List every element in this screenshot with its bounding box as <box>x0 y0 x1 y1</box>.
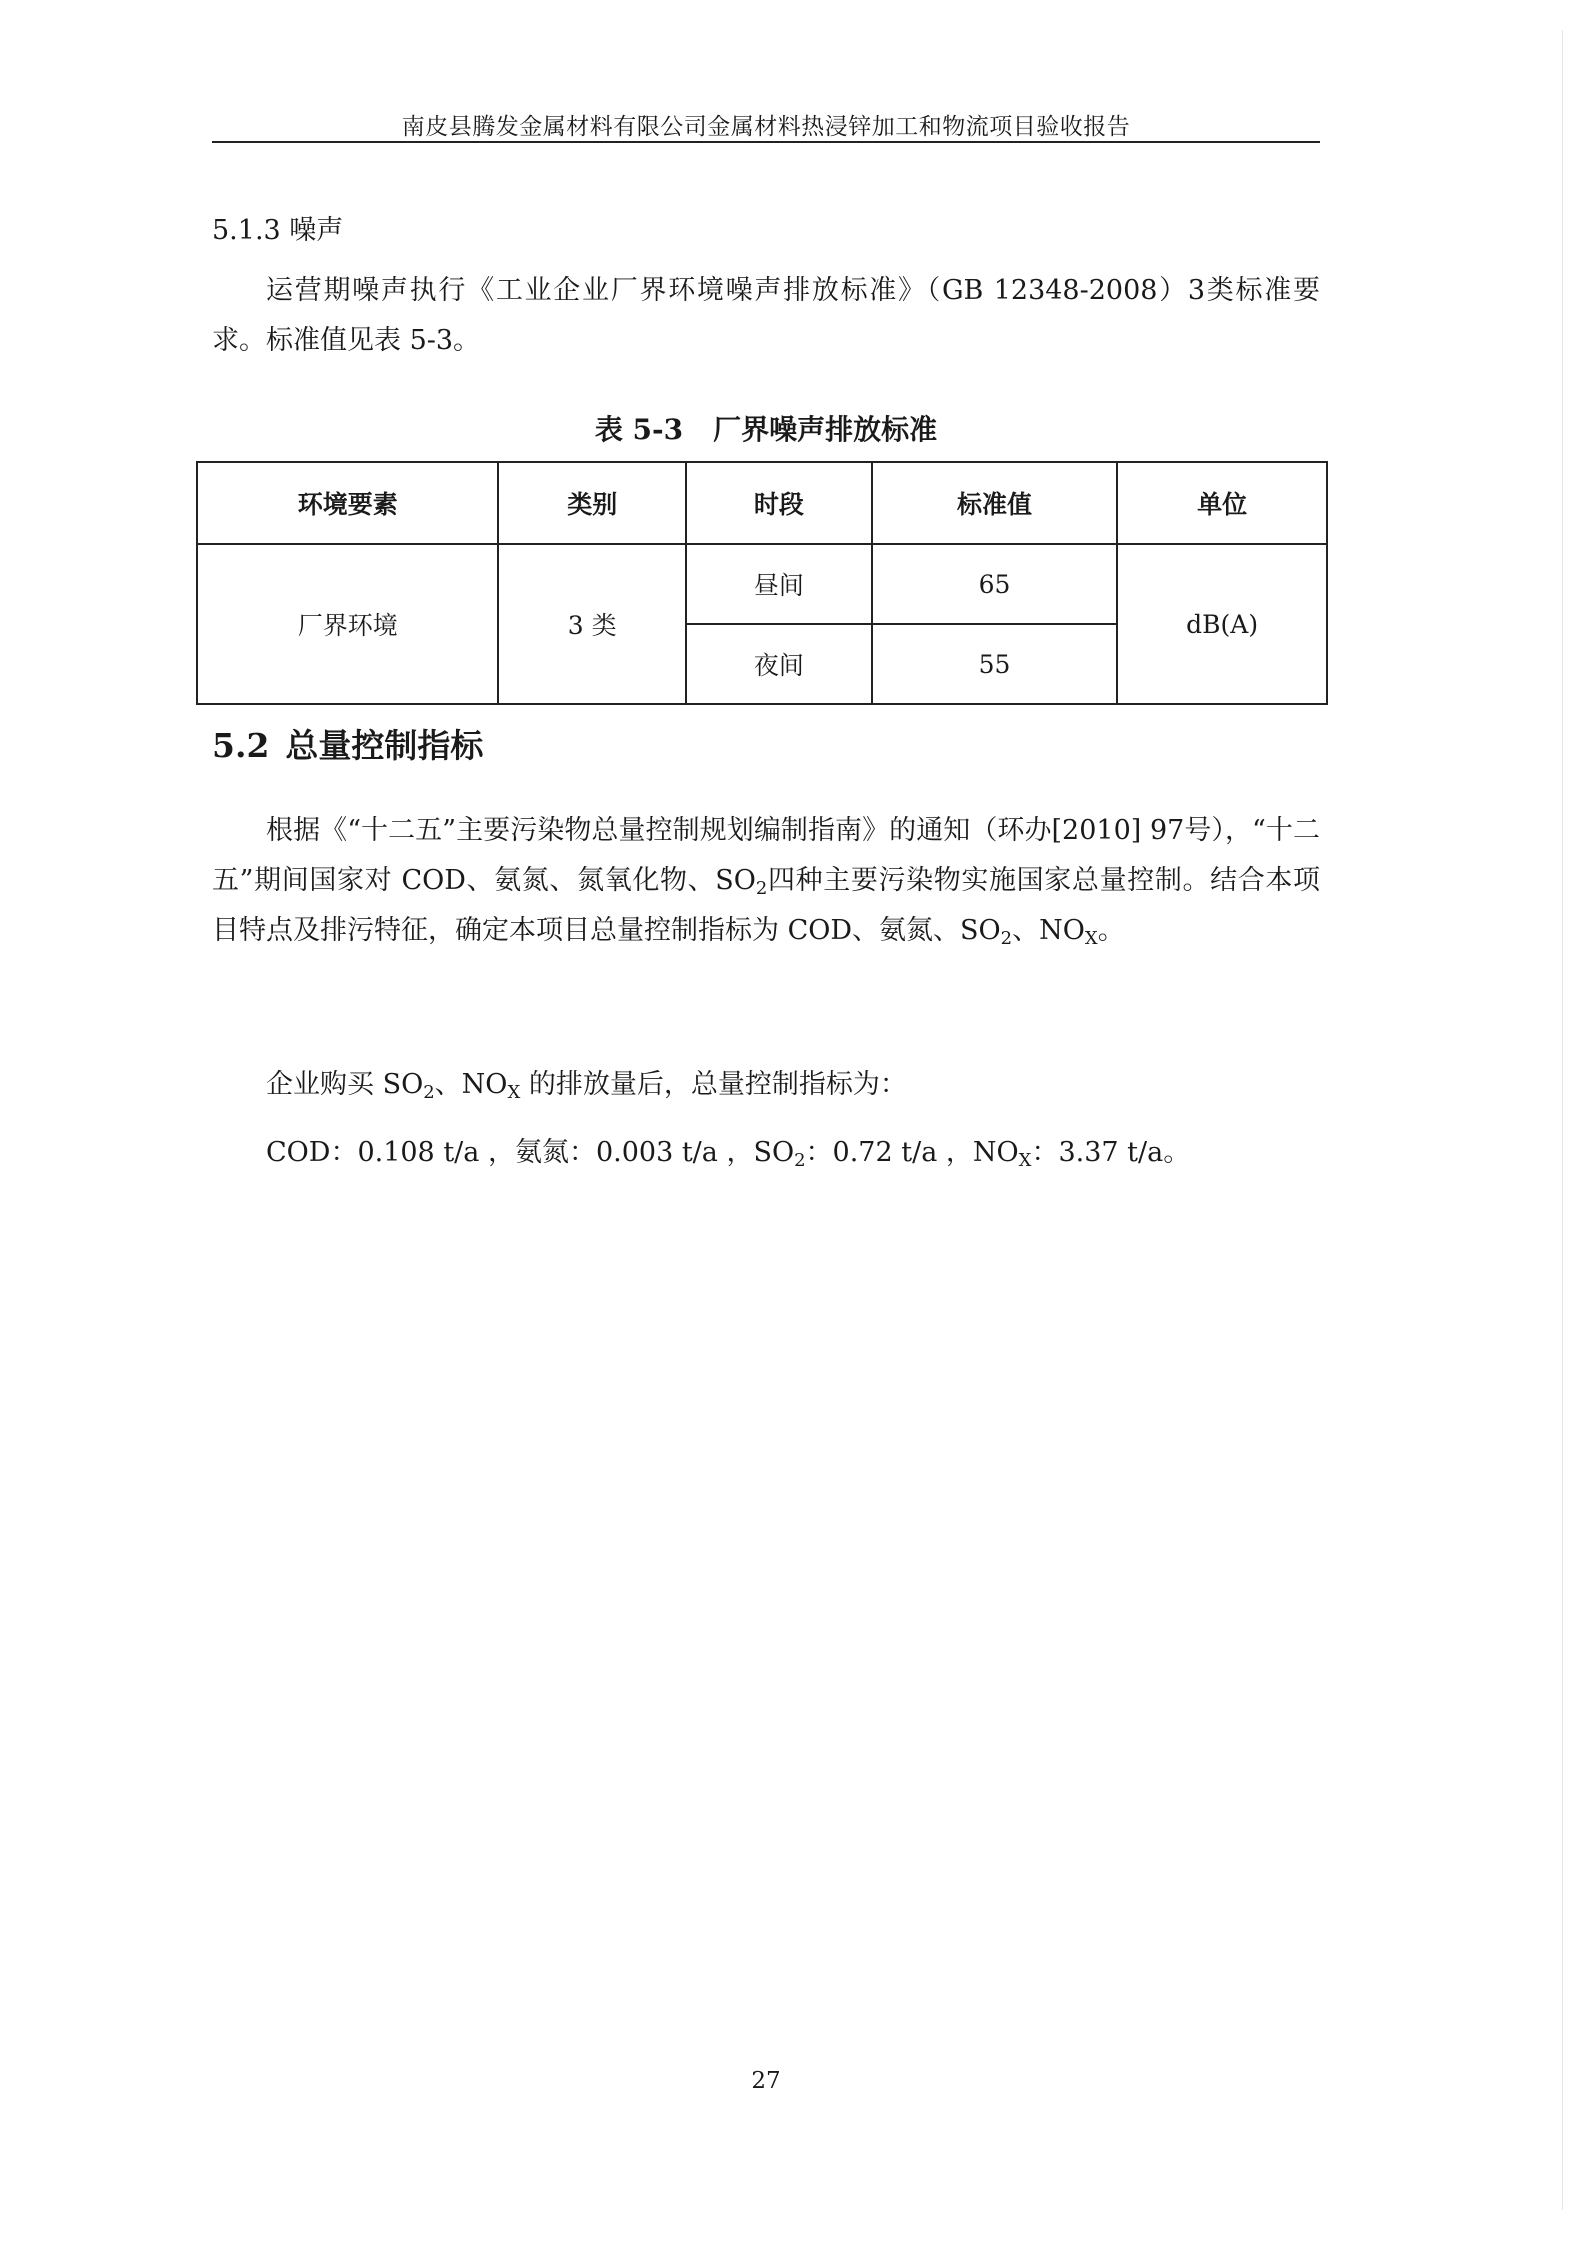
table-header-cell: 环境要素 <box>197 462 498 544</box>
subsection-heading-513: 5.1.3 噪声 <box>212 215 344 246</box>
table-cell-element: 厂界环境 <box>197 544 498 704</box>
total-control-paragraph: 根据《“十二五”主要污染物总量控制规划编制指南》的通知（环办[2010] 97号），“十二五”期间国家对 COD、氨氮、氮氧化物、$SO_2$四种主要污染物实施国家总量控制。结合本项目特点及排污特征，确定本项目总量控制指标为 COD、氨氮、$SO_2$、$NO_X$。 <box>212 815 1321 949</box>
purchase-paragraph: 企业购买 $SO_2$、$NO_X$ 的排放量后，总量控制指标为： <box>266 1069 907 1103</box>
section-heading-52 <box>212 720 483 767</box>
table-cell-category: 3 类 <box>498 544 686 704</box>
scan-edge-line <box>1562 30 1563 2210</box>
table-cell-period: 昼间 <box>686 544 872 624</box>
table-cell-period: 夜间 <box>686 624 872 704</box>
noise-standard-table <box>196 461 1328 705</box>
table-header-cell: 类别 <box>498 462 686 544</box>
table-header-cell: 时段 <box>686 462 872 544</box>
running-header: 南皮县腾发金属材料有限公司金属材料热浸锌加工和物流项目验收报告 <box>401 114 1131 140</box>
table-header-cell: 标准值 <box>872 462 1118 544</box>
table-label: 表 5-3 <box>594 413 684 446</box>
control-values-line: COD：0.108 t/a ，氨氮：0.003 t/a ，$SO_2$：0.72 t/a ，$NO_X$：3.37 t/a。 <box>266 1137 1191 1171</box>
noise-standard-paragraph: 运营期噪声执行《工业企业厂界环境噪声排放标准》（GB 12348-2008）3类标准要求。标准值见表 5-3。 <box>212 275 1320 356</box>
table-row <box>197 544 1327 624</box>
table-cell-value: 65 <box>872 544 1118 624</box>
table-header-cell: 单位 <box>1117 462 1327 544</box>
header-rule <box>212 141 1320 143</box>
table-caption <box>212 408 1320 448</box>
section-title: 总量控制指标 <box>285 726 484 765</box>
table-cell-unit: dB(A) <box>1117 544 1327 704</box>
table-cell-value: 55 <box>872 624 1118 704</box>
table-header-row <box>197 462 1327 544</box>
section-number: 5.2 <box>212 726 270 765</box>
page-number: 27 <box>751 2068 781 2094</box>
table-title: 厂界噪声排放标准 <box>713 413 938 446</box>
